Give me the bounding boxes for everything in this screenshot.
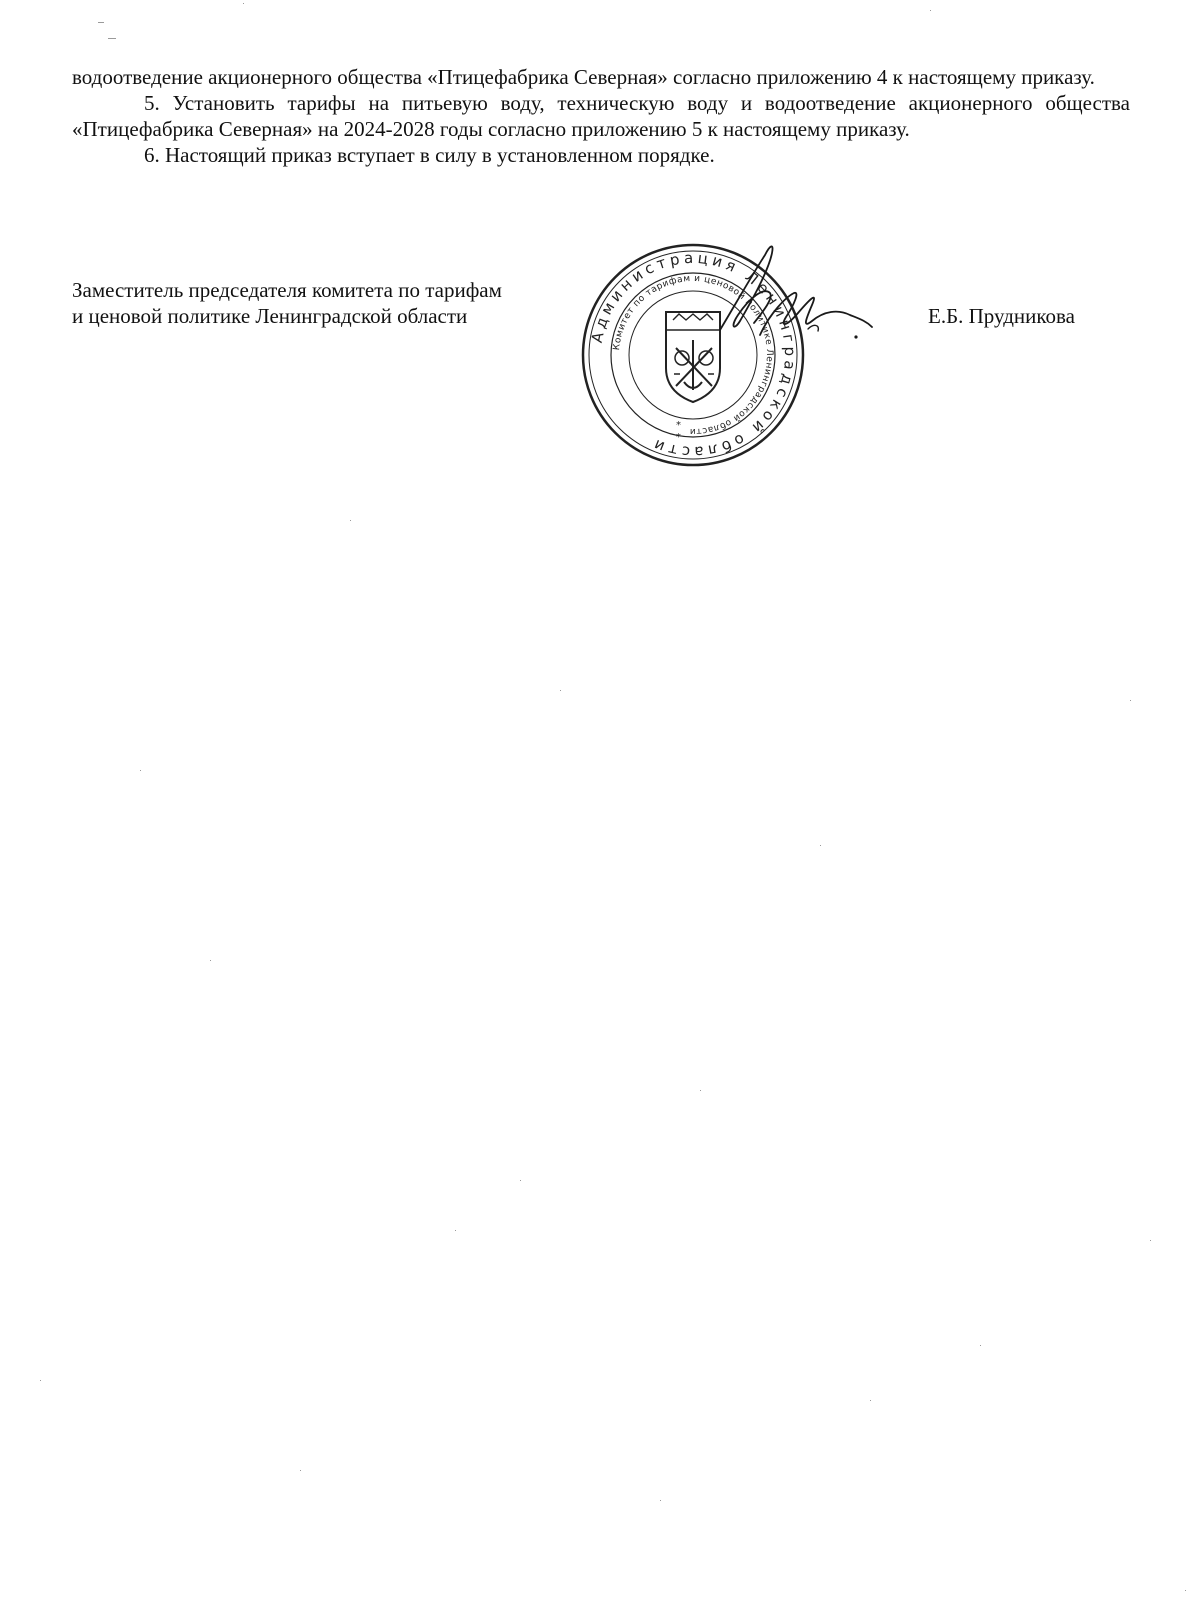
scan-speck xyxy=(455,1230,456,1231)
scan-speck xyxy=(1185,1590,1186,1591)
paragraph-continuation: водоотведение акционерного общества «Птицефабрика Северная» согласно приложению 4 к настоящему приказу. xyxy=(72,65,1095,89)
scan-speck xyxy=(108,38,116,39)
svg-text:*: * xyxy=(676,420,681,431)
document-body xyxy=(72,64,1130,168)
seal-outer-text: Администрация Ленинградской области xyxy=(587,248,800,462)
scan-speck xyxy=(210,960,211,961)
scan-speck xyxy=(820,845,821,846)
signatory-name: Е.Б. Прудникова xyxy=(928,304,1075,328)
paragraph-item-5: 5. Установить тарифы на питьевую воду, техническую воду и водоотведение акционерного общества «Птицефабрика Северная» на 2024-2028 годы согласно приложению 5 к настоящему приказу. xyxy=(72,91,1130,141)
scan-speck xyxy=(243,3,244,4)
scan-speck xyxy=(98,22,104,23)
scan-speck xyxy=(700,1090,701,1091)
scan-speck xyxy=(870,1400,871,1401)
scan-speck xyxy=(1150,1240,1151,1241)
scan-speck xyxy=(660,1500,661,1501)
svg-text:*: * xyxy=(676,432,681,443)
signatory-position-line-2: и ценовой политике Ленинградской области xyxy=(72,304,468,328)
scan-speck xyxy=(350,520,351,521)
signatory-position xyxy=(72,277,502,329)
scan-speck xyxy=(40,1380,41,1381)
handwritten-signature xyxy=(690,235,890,365)
scan-speck xyxy=(980,1345,981,1346)
paragraph-item-6: 6. Настоящий приказ вступает в силу в установленном порядке. xyxy=(144,143,715,167)
scan-speck xyxy=(560,690,561,691)
scan-speck xyxy=(300,1470,301,1471)
seal-inner-text: Комитет по тарифам и ценовой политике Ленинградской области xyxy=(612,273,775,437)
scan-speck xyxy=(930,10,931,11)
scan-speck xyxy=(520,1180,521,1181)
scan-speck xyxy=(140,770,141,771)
signatory-position-line-1: Заместитель председателя комитета по тарифам xyxy=(72,278,502,302)
scan-speck xyxy=(1130,700,1131,701)
